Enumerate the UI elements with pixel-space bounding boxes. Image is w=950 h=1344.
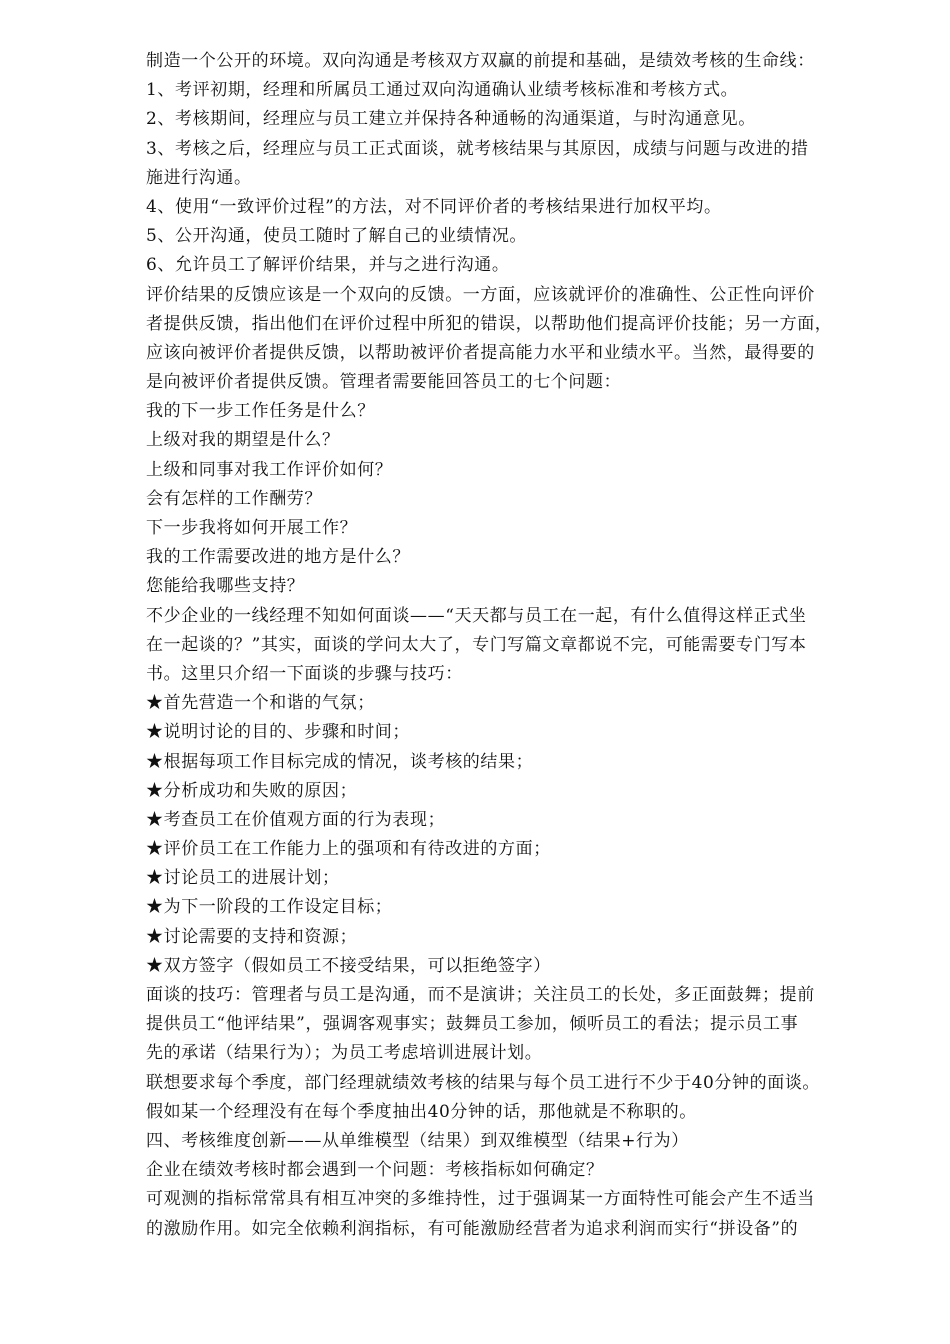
text-line: 应该向被评价者提供反馈，以帮助被评价者提高能力水平和业绩水平。当然，最得要的	[146, 342, 815, 363]
bullet-line: ★说明讨论的目的、步骤和时间；	[146, 722, 410, 743]
question-line: 上级和同事对我工作评价如何？	[146, 459, 393, 480]
text-line: 先的承诺（结果行为）；为员工考虑培训进展计划。	[146, 1043, 543, 1064]
question-line: 我的工作需要改进的地方是什么？	[146, 547, 410, 568]
text-line: 企业在绩效考核时都会遇到一个问题：考核指标如何确定？	[146, 1160, 604, 1181]
text-line: 书。这里只介绍一下面谈的步骤与技巧：	[146, 663, 463, 684]
question-line: 上级对我的期望是什么？	[146, 430, 340, 451]
text-line: 4、使用“一致评价过程”的方法，对不同评价者的考核结果进行加权平均。	[146, 196, 722, 217]
bullet-line: ★分析成功和失败的原因；	[146, 780, 358, 801]
text-line: 提供员工“他评结果”，强调客观事实；鼓舞员工参加，倾听员工的看法；提示员工事	[146, 1014, 799, 1035]
bullet-line: ★讨论员工的进展计划；	[146, 868, 340, 889]
bullet-line: ★双方签字（假如员工不接受结果，可以拒绝签字）	[146, 955, 551, 976]
text-line: 联想要求每个季度，部门经理就绩效考核的结果与每个员工进行不少于40分钟的面谈。	[146, 1072, 821, 1093]
text-line: 可观测的指标常常具有相互冲突的多维持性，过于强调某一方面特性可能会产生不适当	[146, 1189, 815, 1210]
text-line: 是向被评价者提供反馈。管理者需要能回答员工的七个问题：	[146, 372, 622, 393]
section-heading: 四、考核维度创新——从单维模型（结果）到双维模型（结果+行为）	[146, 1130, 689, 1151]
text-line: 6、允许员工了解评价结果，并与之进行沟通。	[146, 255, 510, 276]
bullet-line: ★为下一阶段的工作设定目标；	[146, 897, 393, 918]
question-line: 会有怎样的工作酬劳？	[146, 488, 322, 509]
bullet-line: ★根据每项工作目标完成的情况，谈考核的结果；	[146, 751, 534, 772]
text-line: 评价结果的反馈应该是一个双向的反馈。一方面，应该就评价的准确性、公正性向评价	[146, 284, 815, 305]
question-line: 我的下一步工作任务是什么？	[146, 401, 375, 422]
text-line: 面谈的技巧：管理者与员工是沟通，而不是演讲；关注员工的长处，多正面鼓舞；提前	[146, 985, 815, 1005]
bullet-line: ★讨论需要的支持和资源；	[146, 926, 358, 947]
text-line: 的激励作用。如完全依赖利润指标，有可能激励经营者为追求利润而实行“拼设备”的	[146, 1218, 799, 1239]
text-line: 5、公开沟通，使员工随时了解自己的业绩情况。	[146, 226, 528, 247]
text-line: 在一起谈的？”其实，面谈的学问太大了，专门写篇文章都说不完，可能需要专门写本	[146, 634, 807, 655]
text-line: 者提供反馈，指出他们在评价过程中所犯的错误，以帮助他们提高评价技能；另一方面，	[146, 313, 833, 334]
text-line: 制造一个公开的环境。双向沟通是考核双方双赢的前提和基础，是绩效考核的生命线：	[146, 51, 815, 71]
text-line: 假如某一个经理没有在每个季度抽出40分钟的话，那他就是不称职的。	[146, 1101, 697, 1122]
text-line: 2、考核期间，经理应与员工建立并保持各种通畅的沟通渠道，与时沟通意见。	[146, 109, 756, 130]
bullet-line: ★评价员工在工作能力上的强项和有待改进的方面；	[146, 839, 551, 860]
document-body	[146, 47, 886, 1244]
text-line: 施进行沟通。	[146, 167, 252, 188]
text-line: 1、考评初期，经理和所属员工通过双向沟通确认业绩考核标准和考核方式。	[146, 80, 739, 101]
text-line: 不少企业的一线经理不知如何面谈——“天天都与员工在一起，有什么值得这样正式坐	[146, 605, 807, 626]
bullet-line: ★首先营造一个和谐的气氛；	[146, 693, 375, 714]
bullet-line: ★考查员工在价值观方面的行为表现；	[146, 809, 446, 830]
question-line: 您能给我哪些支持？	[146, 576, 305, 597]
text-line: 3、考核之后，经理应与员工正式面谈，就考核结果与其原因，成绩与问题与改进的措	[146, 138, 809, 159]
question-line: 下一步我将如何开展工作？	[146, 518, 358, 538]
